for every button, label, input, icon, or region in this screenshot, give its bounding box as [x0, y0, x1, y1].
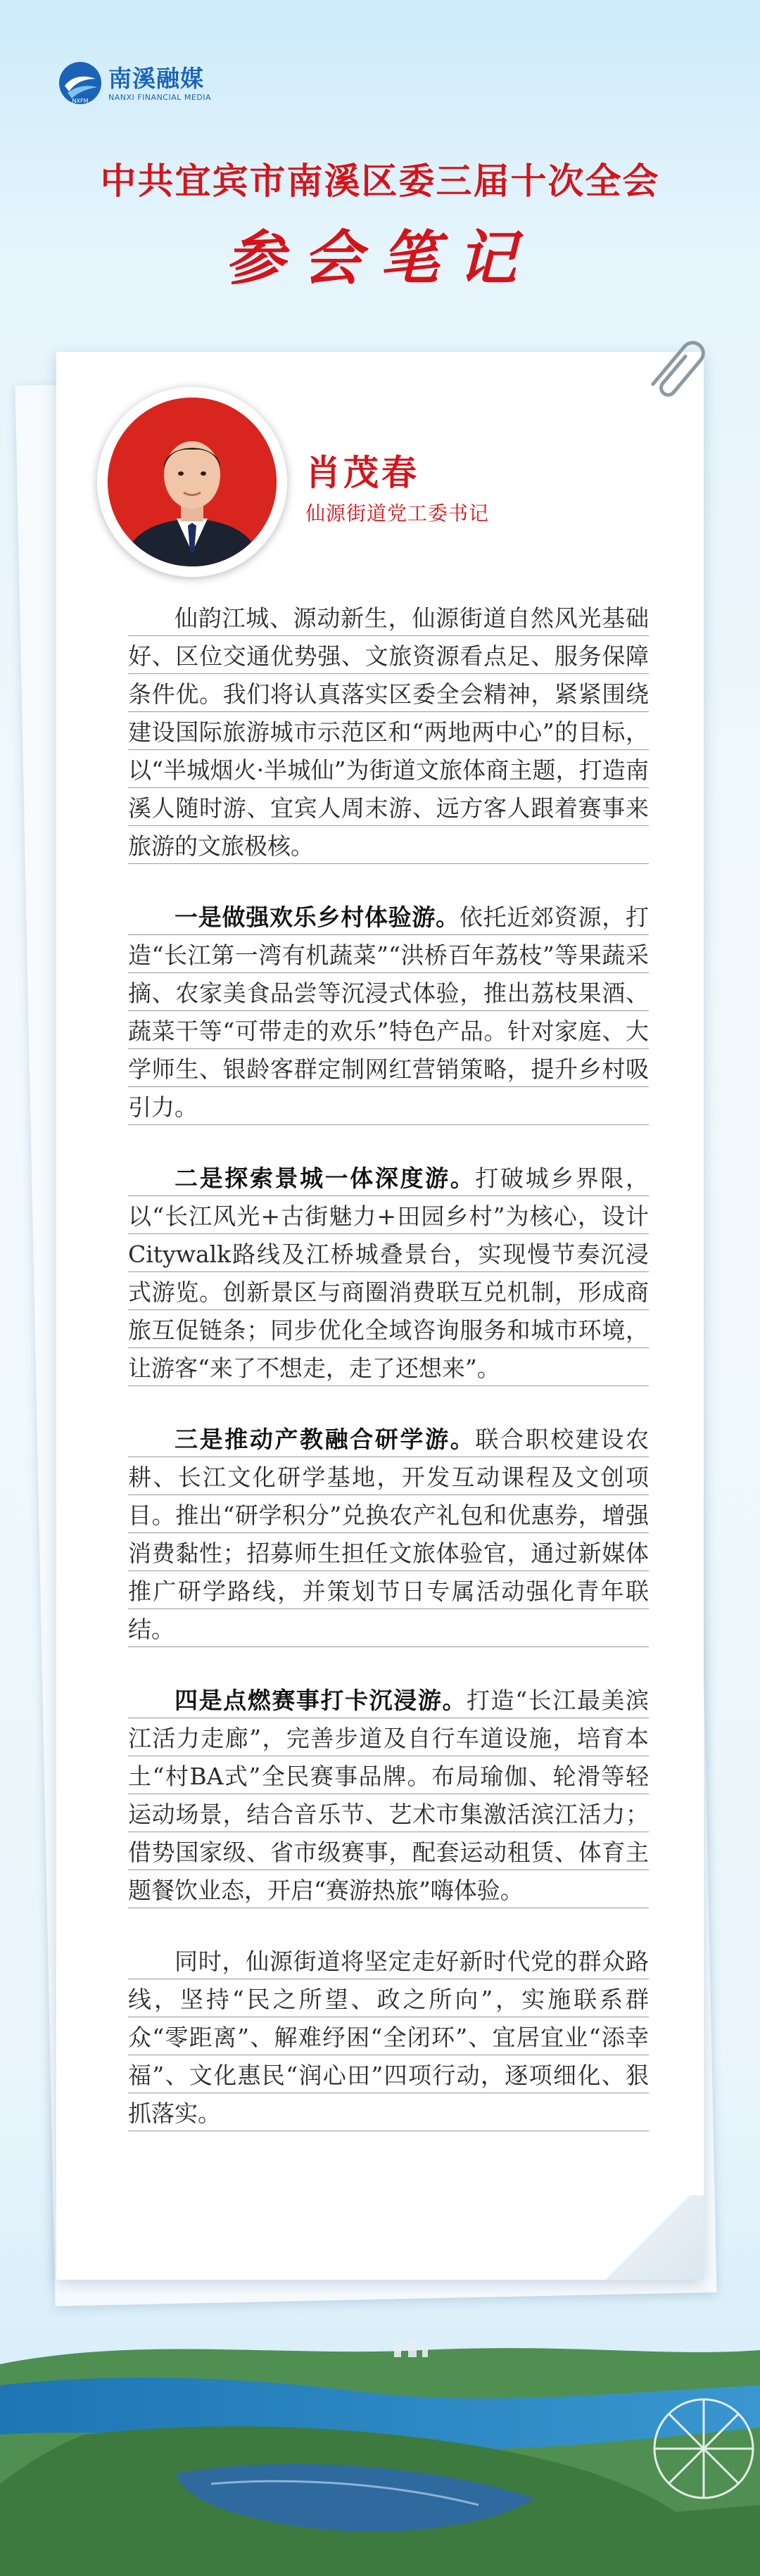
- brand-logo: [58, 55, 211, 111]
- paragraph-text: 依托近郊资源，打造“长江第一湾有机蔬菜”“洪桥百年荔枝”等果蔬采摘、农家美食品尝等沉浸式体验，推出荔枝果酒、蔬菜干等“可带走的欢乐”特色产品。针对家庭、大学师生、银龄客群定制网红营销策略，提升乡村吸引力。: [128, 903, 650, 1121]
- paragraph-lead: 四是点燃赛事打卡沉浸游。: [175, 1687, 467, 1714]
- article-paragraph: [128, 1943, 649, 2133]
- brand-name-en: NANXI FINANCIAL MEDIA: [108, 92, 212, 102]
- paragraph-text: 打破城乡界限，以“长江风光+古街魅力+田园乡村”为核心，设计Citywalk路线及江桥城叠景台，实现慢节奏沉浸式游览。创新景区与商圈消费联互兑机制，形成商旅互促链条；同步优化全域咨询服务和城市环境，让游客“来了不想走，走了还想来”。: [128, 1165, 650, 1382]
- page-title: 中共宜宾市南溪区委三届十次全会: [100, 160, 660, 203]
- article-paragraph: [128, 1682, 649, 1910]
- paperclip-icon: [640, 331, 718, 408]
- article-paragraph: [128, 1421, 649, 1649]
- paragraph-text: 同时，仙源街道将坚定走好新时代党的群众路线，坚持“民之所望、政之所向”，实施联系群众“零距离”、解难纾困“全闭环”、宜居宜业“添幸福”、文化惠民“润心田”四项行动，逐项细化、狠抓落实。: [128, 1948, 649, 2127]
- paragraph-text: 联合职校建设农耕、长江文化研学基地，开发互动课程及文创项目。推出“研学积分”兑换农产礼包和优惠券，增强消费黏性；招募师生担任文旅体验官，通过新媒体推广研学路线，并策划节日专属活动强化青年联结。: [128, 1426, 650, 1643]
- paragraph-text: 打造“长江最美滨江活力走廊”，完善步道及自行车道设施，培育本土“村BA式”全民赛事品牌。布局瑜伽、轮滑等轻运动场景，结合音乐节、艺术市集激活滨江活力；借势国家级、省市级赛事，配套运动租赁、体育主题餐饮业态，开启“赛游热旅”嗨体验。: [128, 1687, 650, 1904]
- article-paragraph: [128, 899, 649, 1127]
- river-landscape-image: [0, 2273, 760, 2576]
- article-body: [128, 599, 649, 2166]
- avatar: [108, 398, 277, 566]
- svg-text:NXFM: NXFM: [72, 98, 89, 104]
- nanxi-media-logo-icon: [58, 61, 103, 106]
- article-paragraph: [128, 1160, 649, 1388]
- portrait-image: [108, 398, 277, 566]
- paragraph-text: 仙韵江城、源动新生，仙源街道自然风光基础好、区位交通优势强、文旅资源看点足、服务保障条件优。我们将认真落实区委全会精神，紧紧围绕建设国际旅游城市示范区和“两地两中心”的目标，以“半城烟火·半城仙”为街道文旅体商主题，打造南溪人随时游、宜宾人周末游、远方客人跟着赛事来旅游的文旅极核。: [128, 604, 649, 860]
- paragraph-lead: 二是探索景城一体深度游。: [175, 1165, 476, 1192]
- paragraph-lead: 三是推动产教融合研学游。: [175, 1426, 476, 1453]
- page-subtitle: 参会笔记: [224, 223, 535, 293]
- paragraph-lead: 一是做强欢乐乡村体验游。: [175, 903, 460, 931]
- person-name: 肖茂春: [305, 452, 419, 493]
- paper-curl: [591, 2195, 704, 2280]
- brand-name: 南溪融媒: [108, 64, 204, 92]
- article-paragraph: [128, 599, 649, 865]
- person-role: 仙源街道党工委书记: [305, 502, 490, 525]
